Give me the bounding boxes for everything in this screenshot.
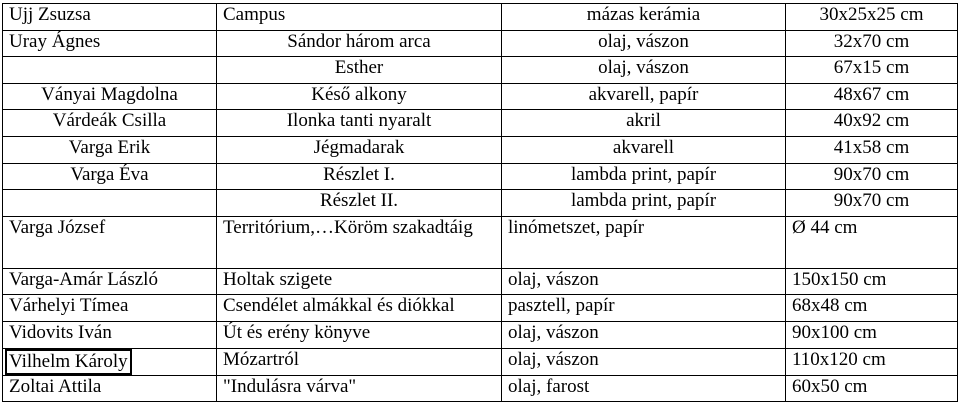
artist-cell [3,190,217,217]
table-row [3,216,958,268]
artist-cell [3,348,217,375]
title-cell: Territórium,…Köröm szakadtáig [217,216,502,268]
artist-cell: Varga-Amár László [3,268,217,295]
size-cell: Ø 44 cm [786,216,958,268]
size-cell: 30x25x25 cm [786,4,958,31]
title-cell: Campus [217,4,502,31]
title-cell: Esther [217,57,502,84]
size-cell: 32x70 cm [786,30,958,57]
medium-cell: olaj, vászon [502,321,786,348]
table-row [3,57,958,84]
size-cell: 68x48 cm [786,295,958,322]
artist-name-boxed: Vilhelm Károly [5,349,132,375]
medium-cell: olaj, vászon [502,268,786,295]
medium-cell: lambda print, papír [502,163,786,190]
table-row [3,321,958,348]
table-row [3,190,958,217]
artist-cell: Várdeák Csilla [3,110,217,137]
medium-cell: pasztell, papír [502,295,786,322]
title-cell: "Indulásra várva" [217,375,502,402]
title-cell: Jégmadarak [217,136,502,163]
size-cell: 41x58 cm [786,136,958,163]
size-cell: 40x92 cm [786,110,958,137]
table-row [3,163,958,190]
size-cell: 67x15 cm [786,57,958,84]
medium-cell: akvarell, papír [502,83,786,110]
artist-cell: Varga Éva [3,163,217,190]
table-row [3,348,958,375]
title-cell: Ilonka tanti nyaralt [217,110,502,137]
size-cell: 90x70 cm [786,190,958,217]
size-cell: 110x120 cm [786,348,958,375]
medium-cell: olaj, vászon [502,57,786,84]
artwork-table [2,3,958,402]
table-row [3,110,958,137]
title-cell: Késő alkony [217,83,502,110]
medium-cell: olaj, vászon [502,348,786,375]
table-row [3,375,958,402]
artist-cell: Varga József [3,216,217,268]
title-cell: Részlet I. [217,163,502,190]
size-cell: 60x50 cm [786,375,958,402]
medium-cell: olaj, farost [502,375,786,402]
artist-cell: Vidovits Iván [3,321,217,348]
table-row [3,4,958,31]
title-cell: Sándor három arca [217,30,502,57]
artist-cell: Ványai Magdolna [3,83,217,110]
medium-cell: linómetszet, papír [502,216,786,268]
size-cell: 90x100 cm [786,321,958,348]
medium-cell: akril [502,110,786,137]
title-cell: Holtak szigete [217,268,502,295]
artist-cell: Várhelyi Tímea [3,295,217,322]
table-row [3,268,958,295]
medium-cell: akvarell [502,136,786,163]
table-row [3,136,958,163]
title-cell: Út és erény könyve [217,321,502,348]
artist-cell: Zoltai Attila [3,375,217,402]
table-row [3,30,958,57]
artist-cell: Ujj Zsuzsa [3,4,217,31]
table-row [3,83,958,110]
title-cell: Mózartról [217,348,502,375]
size-cell: 150x150 cm [786,268,958,295]
size-cell: 90x70 cm [786,163,958,190]
medium-cell: lambda print, papír [502,190,786,217]
size-cell: 48x67 cm [786,83,958,110]
title-cell: Részlet II. [217,190,502,217]
artist-cell [3,57,217,84]
artist-cell: Uray Ágnes [3,30,217,57]
artist-cell: Varga Erik [3,136,217,163]
table-row [3,295,958,322]
title-cell: Csendélet almákkal és diókkal [217,295,502,322]
medium-cell: mázas kerámia [502,4,786,31]
medium-cell: olaj, vászon [502,30,786,57]
